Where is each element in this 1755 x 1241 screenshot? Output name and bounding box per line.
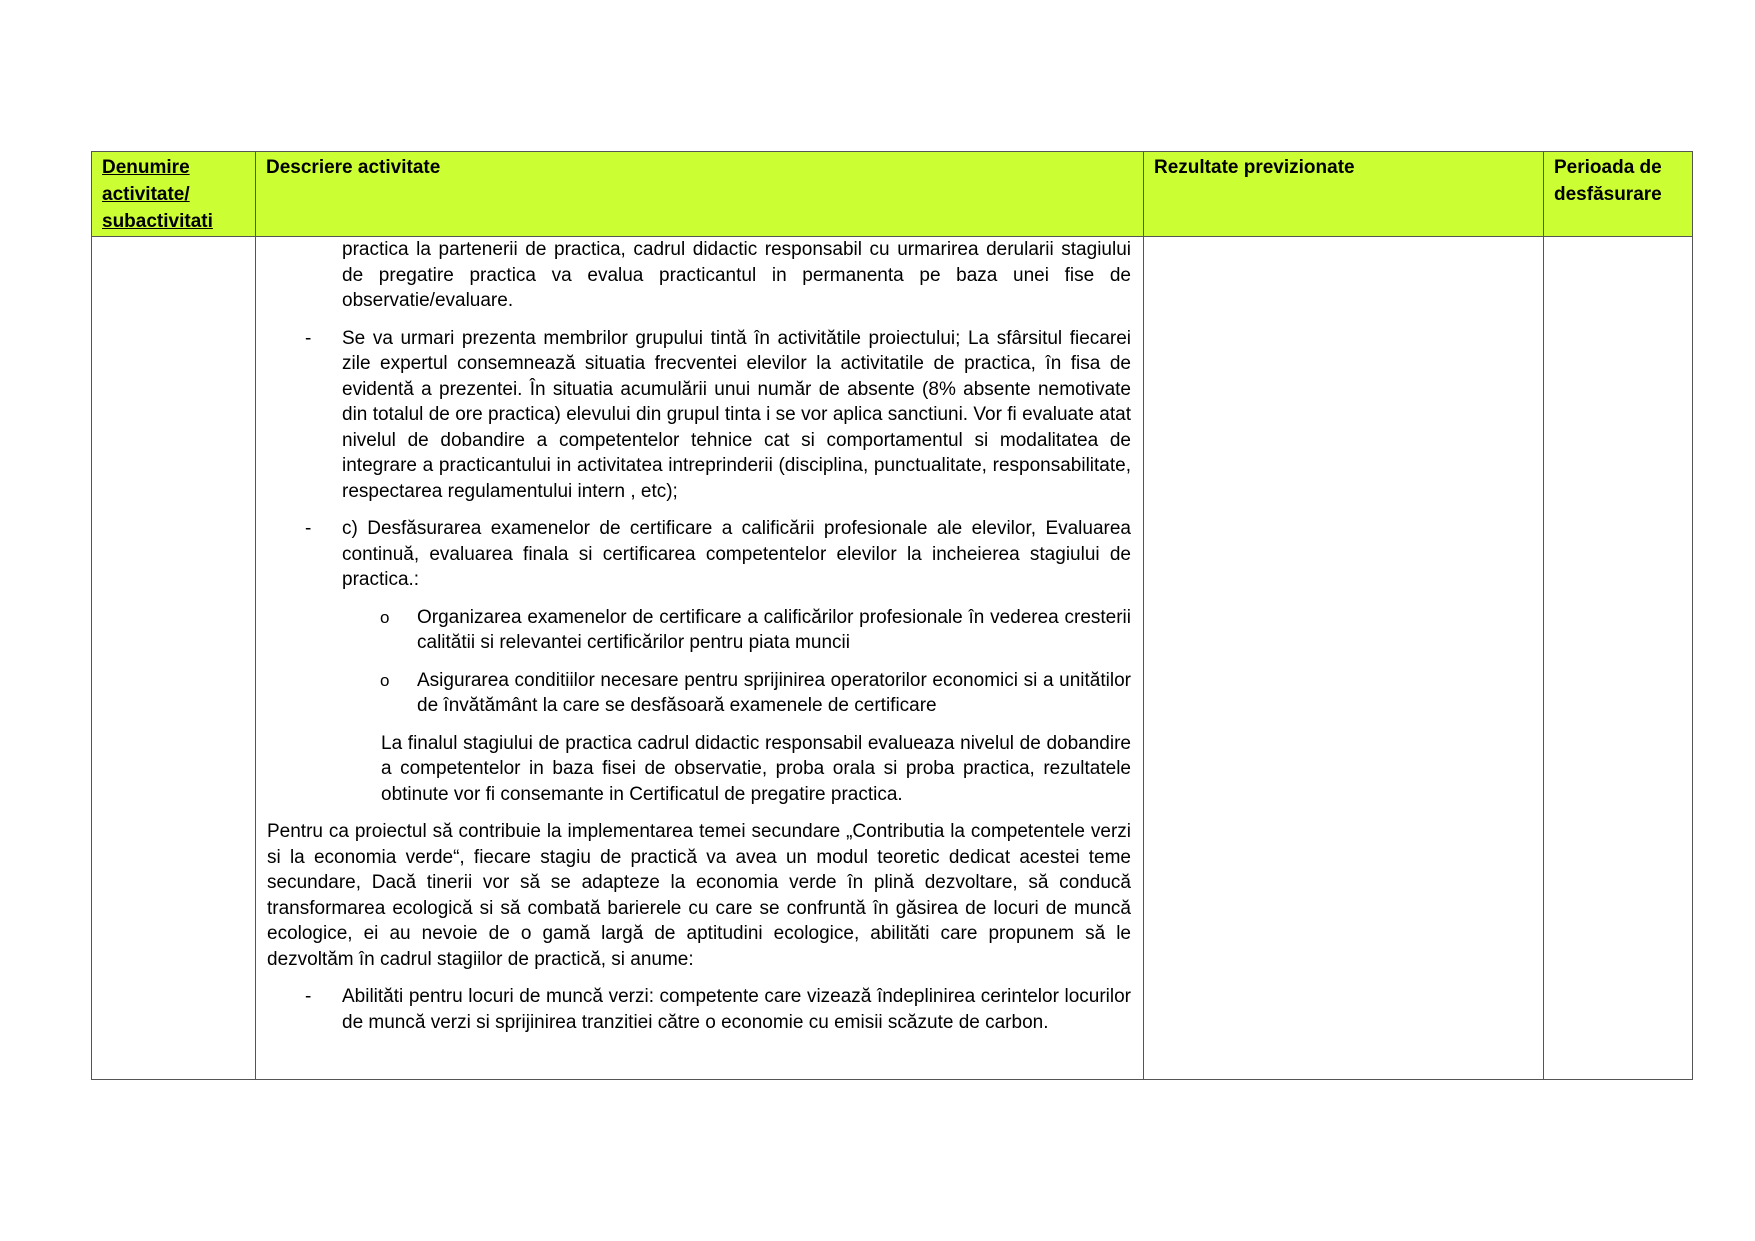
dash-bullet: - bbox=[305, 518, 312, 539]
header-period-line1: Perioada de bbox=[1554, 157, 1662, 178]
header-activity-name-line3: subactivitati bbox=[102, 211, 213, 232]
green-economy-paragraph: Pentru ca proiectul să contribuie la implementarea temei secundare „Contributia la competentele verzi si la economia verde“, fiecare stagiu de practică va avea un modul teoretic dedicat acestei teme secundare, Dacă tinerii vor să se adapteze la economia verde în plină dezvoltare, să conducă transformarea ecologică si să combată barierele cu care se confruntă în găsirea de locuri de muncă ecologice, ei au nevoie de o gamă largă de aptitudini ecologice, abilităti care propunem să le dezvoltăm în cadrul stagiilor de practică, si anume: bbox=[267, 821, 1131, 970]
circle-bullet: o bbox=[380, 670, 390, 690]
table-header-row bbox=[92, 152, 1693, 237]
continuation-paragraph: practica la partenerii de practica, cadrul didactic responsabil cu urmarirea derularii stagiului de pregatire practica va evalua practicantul in permanenta pe baza unei fise de observatie/evaluare. bbox=[342, 239, 1131, 311]
header-period bbox=[1544, 152, 1693, 237]
header-expected-results: Rezultate previzionate bbox=[1144, 152, 1544, 237]
circle-bullet: o bbox=[380, 607, 390, 627]
header-activity-name-line1: Denumire bbox=[102, 157, 190, 178]
circle-item-text: Organizarea examenelor de certificare a calificărilor profesionale în vederea cresterii calitătii si relevantei certificărilor pentru piata muncii bbox=[417, 606, 1131, 653]
header-period-line2: desfăsurare bbox=[1554, 184, 1662, 205]
circle-list-item bbox=[267, 605, 1131, 656]
circle-item-text: Asigurarea conditiilor necesare pentru sprijinirea operatorilor economici si a unitătilor de învătământ la care se desfăsoară examenele de certificare bbox=[417, 669, 1131, 716]
dash-list-item bbox=[267, 984, 1131, 1035]
activity-description-cell bbox=[256, 237, 1144, 1080]
header-activity-description: Descriere activitate bbox=[256, 152, 1144, 237]
activities-table bbox=[91, 151, 1693, 1080]
header-activity-name-line2: activitate/ bbox=[102, 184, 190, 205]
header-activity-name bbox=[92, 152, 256, 237]
dash-list-item bbox=[267, 516, 1131, 593]
dash-item-text: Se va urmari prezenta membrilor grupului tintă în activitătile proiectului; La sfârsitul fiecarei zile expertul consemnează situatia frecventei elevilor la activitatile de practica, în fisa de evidentă a prezentei. În situatia acumulării unui număr de absente (8% absente nemotivate din totalul de ore practica) elevului din grupul tinta i se vor aplica sanctiuni. Vor fi evaluate atat nivelul de dobandire a competentelor tehnice cat si comportamentul si modalitatea de integrare a practicantului in activitatea intreprinderii (disciplina, punctualitate, responsabilitate, respectarea regulamentului intern , etc); bbox=[342, 327, 1131, 502]
circle-list-item bbox=[267, 668, 1131, 719]
activity-name-cell bbox=[92, 237, 256, 1080]
dash-item-text: Abilităti pentru locuri de muncă verzi: competente care vizează îndeplinirea cerintelor locurilor de muncă verzi si sprijinirea tranzitiei către o economie cu emisii scăzute de carbon. bbox=[342, 986, 1131, 1033]
dash-list-item bbox=[267, 326, 1131, 505]
expected-results-cell bbox=[1144, 237, 1544, 1080]
table-row bbox=[92, 237, 1693, 1080]
dash-bullet: - bbox=[305, 327, 312, 349]
dash-item-text: c) Desfăsurarea examenelor de certificare a calificării profesionale ale elevilor, Evaluarea continuă, evaluarea finala si certificarea competentelor elevilor la incheierea stagiului de practica.: bbox=[342, 518, 1131, 590]
period-cell bbox=[1544, 237, 1693, 1080]
final-evaluation-paragraph: La finalul stagiului de practica cadrul didactic responsabil evalueaza nivelul de dobandire a competentelor in baza fisei de observatie, proba orala si proba practica, rezultatele obtinute vor fi consemante in Certificatul de pregatire practica. bbox=[381, 732, 1131, 805]
dash-bullet: - bbox=[305, 986, 312, 1007]
